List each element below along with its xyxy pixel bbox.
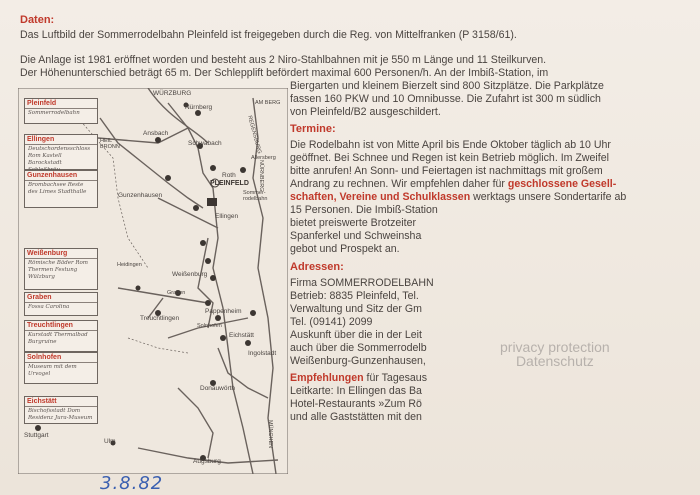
adressen-line-5: Auskunft über die in der Leit [290,329,422,341]
adressen-line-7: Weißenburg-Gunzenhausen, [290,355,426,367]
label-treuchtlingen: Treuchtlingen [140,315,180,322]
termine-line-6: 15 Personen. Die Imbiß-Station [290,204,438,216]
adressen-line-6: auch über die Sommerrodelb [290,342,427,354]
legend-weissenburg: Weißenburg Römische Bäder Rom Thermen Festung Wülzburg [24,248,98,290]
termine-heading: Termine: [290,123,336,135]
termine-line-1: Die Rodelbahn ist von Mitte April bis Ende Oktober täglich ab 10 Uhr [290,139,611,151]
termine-red-1: geschlossene Gesell- [507,178,617,190]
termine-line-7: bietet preiswerte Brotzeiter [290,217,417,229]
label-am-berg: AM BERG [255,100,281,106]
label-donauwoerth: Donauwörth [200,385,236,392]
label-graben: Graben [167,290,186,296]
empfehlungen-heading: Empfehlungen [290,372,364,384]
termine-line-9: gebot und Prospekt an. [290,243,400,255]
label-eichstaett: Eichstätt [229,332,254,339]
privacy-watermark: privacy protection Datenschutz [500,339,610,369]
label-ellingen: Ellingen [215,213,239,220]
legend-graben: Graben Fossa Carolina [24,292,98,316]
legend-solnhofen: Solnhofen Museum mit dem Urvogel [24,352,98,384]
adressen-line-2: Betrieb: 8835 Pleinfeld, Tel. [290,290,419,302]
daten-heading: Daten: [20,14,55,26]
label-wuerzburg: WÜRZBURG [153,90,192,97]
termine-line-5: schaften, Vereine und Schulklassen werktags unsere Sondertarife ab [290,191,627,203]
label-heilbronn: HEIL BRONN [100,138,120,150]
legend-eichstaett: Eichstätt Bischofsstadt Dom Residenz Jura-Museum [24,396,98,424]
label-roth: Roth [222,172,236,179]
daten-line-5: fassen 160 PKW und 10 Omnibusse. Die Zufahrt ist 300 m südlich [290,93,601,105]
label-weissenburg: Weißenburg [172,271,208,278]
adressen-line-4: Tel. (09141) 2099 [290,316,373,328]
label-nuernberg: Nürnberg [185,104,213,111]
label-gunzenhausen: Gunzenhausen [118,192,163,199]
legend-gunzenhausen: Gunzenhausen Brombachsee Reste des Limes Stadthalle [24,170,98,208]
termine-red-2: schaften, Vereine und Schulklassen [290,191,471,203]
termine-line-4: Andrang zu rechnen. Wir empfehlen daher für geschlossene Gesell- [290,178,617,190]
adressen-line-1: Firma SOMMERRODELBAHN [290,277,434,289]
label-ulm: Ulm [104,438,116,445]
label-ingolstadt: Ingolstadt [248,350,277,357]
daten-line-4: Biergarten und kleinem Bierzelt sind 800 Sitzplätze. Die Parkplätze [290,80,604,92]
label-sommerrodelbahn: Sommer-rodelbahn [243,190,268,202]
empfehlungen-line-2: Hotel-Restaurants »Zum Rö [290,398,422,410]
label-muenchen: MÜNCHEN [267,420,273,449]
daten-line-1: Das Luftbild der Sommerrodelbahn Pleinfeld ist freigegeben durch die Reg. von Mittelfranken (P 3158/61). [20,29,517,41]
label-augsburg: Augsburg [193,458,221,465]
adressen-line-3: Verwaltung und Sitz der Gm [290,303,422,315]
daten-line-2: Die Anlage ist 1981 eröffnet worden und besteht aus 2 Niro-Stahlbahnen mit je 550 m Länge und 11 Steilkurven. [20,54,547,66]
label-heidingen: Heidingen [117,262,142,268]
label-stuttgart: Stuttgart [24,432,49,439]
label-solnhofen: Solnhofen [197,323,222,329]
label-regensburg: REGENSBURG [246,115,263,155]
termine-line-8: Spanferkel und Schweinsha [290,230,422,242]
empfehlungen-heading-line: Empfehlungen für Tagesaus [290,372,427,384]
label-pappenheim: Pappenheim [205,308,242,315]
termine-line-3: bitte anrufen! An Sonn- und Feiertagen ist nachmittags mit großem [290,165,603,177]
label-ansbach: Ansbach [143,130,169,137]
empfehlungen-line-1: Leitkarte: In Ellingen das Ba [290,385,422,397]
handwritten-date: 3.8.82 [100,473,164,494]
empfehlungen-line-3: und alle Gaststätten mit den [290,411,422,423]
legend-treuchtlingen: Treuchtlingen Kurstadt Thermalbad Burgruine [24,320,98,352]
adressen-heading: Adressen: [290,261,344,273]
label-nuernberg-side: NÜRNBERG [258,160,264,192]
label-schwabach: Schwabach [188,140,222,147]
termine-line-2: geöffnet. Bei Schnee und Regen ist kein Betrieb möglich. Im Zweifel [290,152,609,164]
daten-line-6: von Pleinfeld/B2 ausgeschildert. [290,106,441,118]
label-pleinfeld: PLEINFELD [210,180,249,187]
legend-ellingen: Ellingen Deutschordensschloss Rom Kastell Barockstadt [24,134,98,170]
label-allersberg: Allersberg [251,155,276,161]
daten-line-3: Der Höhenunterschied beträgt 65 m. Der Schlepplift befördert maximal 600 Personen/h. An der Imbiß-Station, im [20,67,549,79]
legend-pleinfeld: Pleinfeld Sommerrodelbahn [24,98,98,124]
